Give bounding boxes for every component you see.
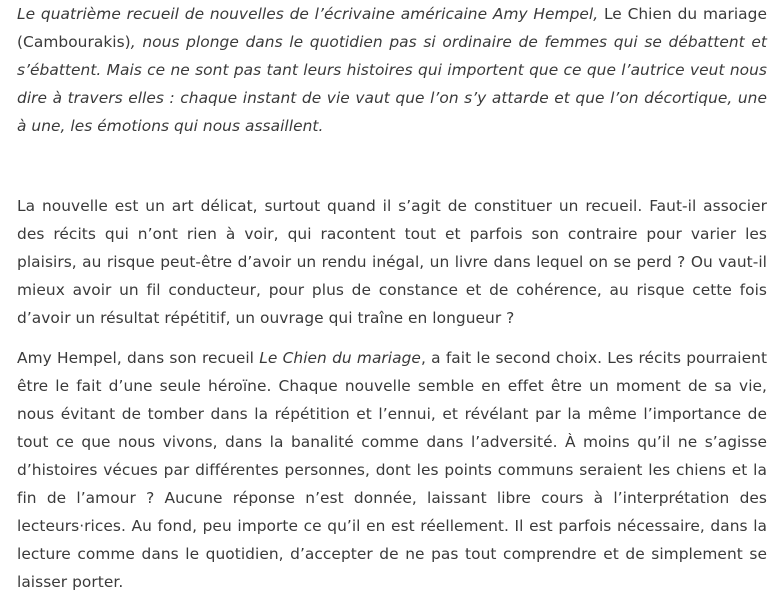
intro-book-title: Le Chien du mariage (Cambourakis) [17,5,768,51]
article-body [17,0,767,596]
body-paragraph-2 [17,344,767,596]
article-intro [17,0,767,140]
paragraph-2-book-title: Le Chien du mariage [259,349,421,367]
intro-text-end: , nous plonge dans le quotidien pas si ordinaire de femmes qui se débattent et s’ébattent. Mais ce ne sont pas tant leurs histoires qui importent que ce que l’autrice veut nous dire à travers elles : chaque instant de vie vaut que l’on s’y attarde et que l’on décortique, une à une, les émotions qui nous assaillent. [17,33,767,135]
body-paragraph-1: La nouvelle est un art délicat, surtout quand il s’agit de constituer un recueil. Faut-il associer des récits qui n’ont rien à voir, qui racontent tout et parfois son contraire pour varier les plaisirs, au risque peut-être d’avoir un rendu inégal, un livre dans lequel on se perd ? Ou vaut-il mieux avoir un fil conducteur, pour plus de constance et de cohérence, au risque cette fois d’avoir un résultat répétitif, un ouvrage qui traîne en longueur ? [17,197,767,327]
paragraph-2-start: Amy Hempel, dans son recueil [17,349,260,367]
intro-text-start: Le quatrième recueil de nouvelles de l’écrivaine américaine Amy Hempel, [17,5,604,23]
paragraph-spacer [17,140,767,192]
paragraph-2-rest: , a fait le second choix. Les récits pourraient être le fait d’une seule héroïne. Chaque nouvelle semble en effet être un moment de sa vie, nous évitant de tomber dans la répétition et l’ennui, et révélant par la même l’importance de tout ce que nous vivons, dans la banalité comme dans l’adversité. À moins qu’il ne s’agisse d’histoires vécues par différentes personnes, dont les points communs seraient les chiens et la fin de l’amour ? Aucune réponse n’est donnée, laissant libre cours à l’interprétation des lecteurs·rices. Au fond, peu importe ce qu’il en est réellement. Il est parfois nécessaire, dans la lecture comme dans le quotidien, d’accepter de ne pas tout comprendre et de simplement se laisser porter. [17,349,768,591]
